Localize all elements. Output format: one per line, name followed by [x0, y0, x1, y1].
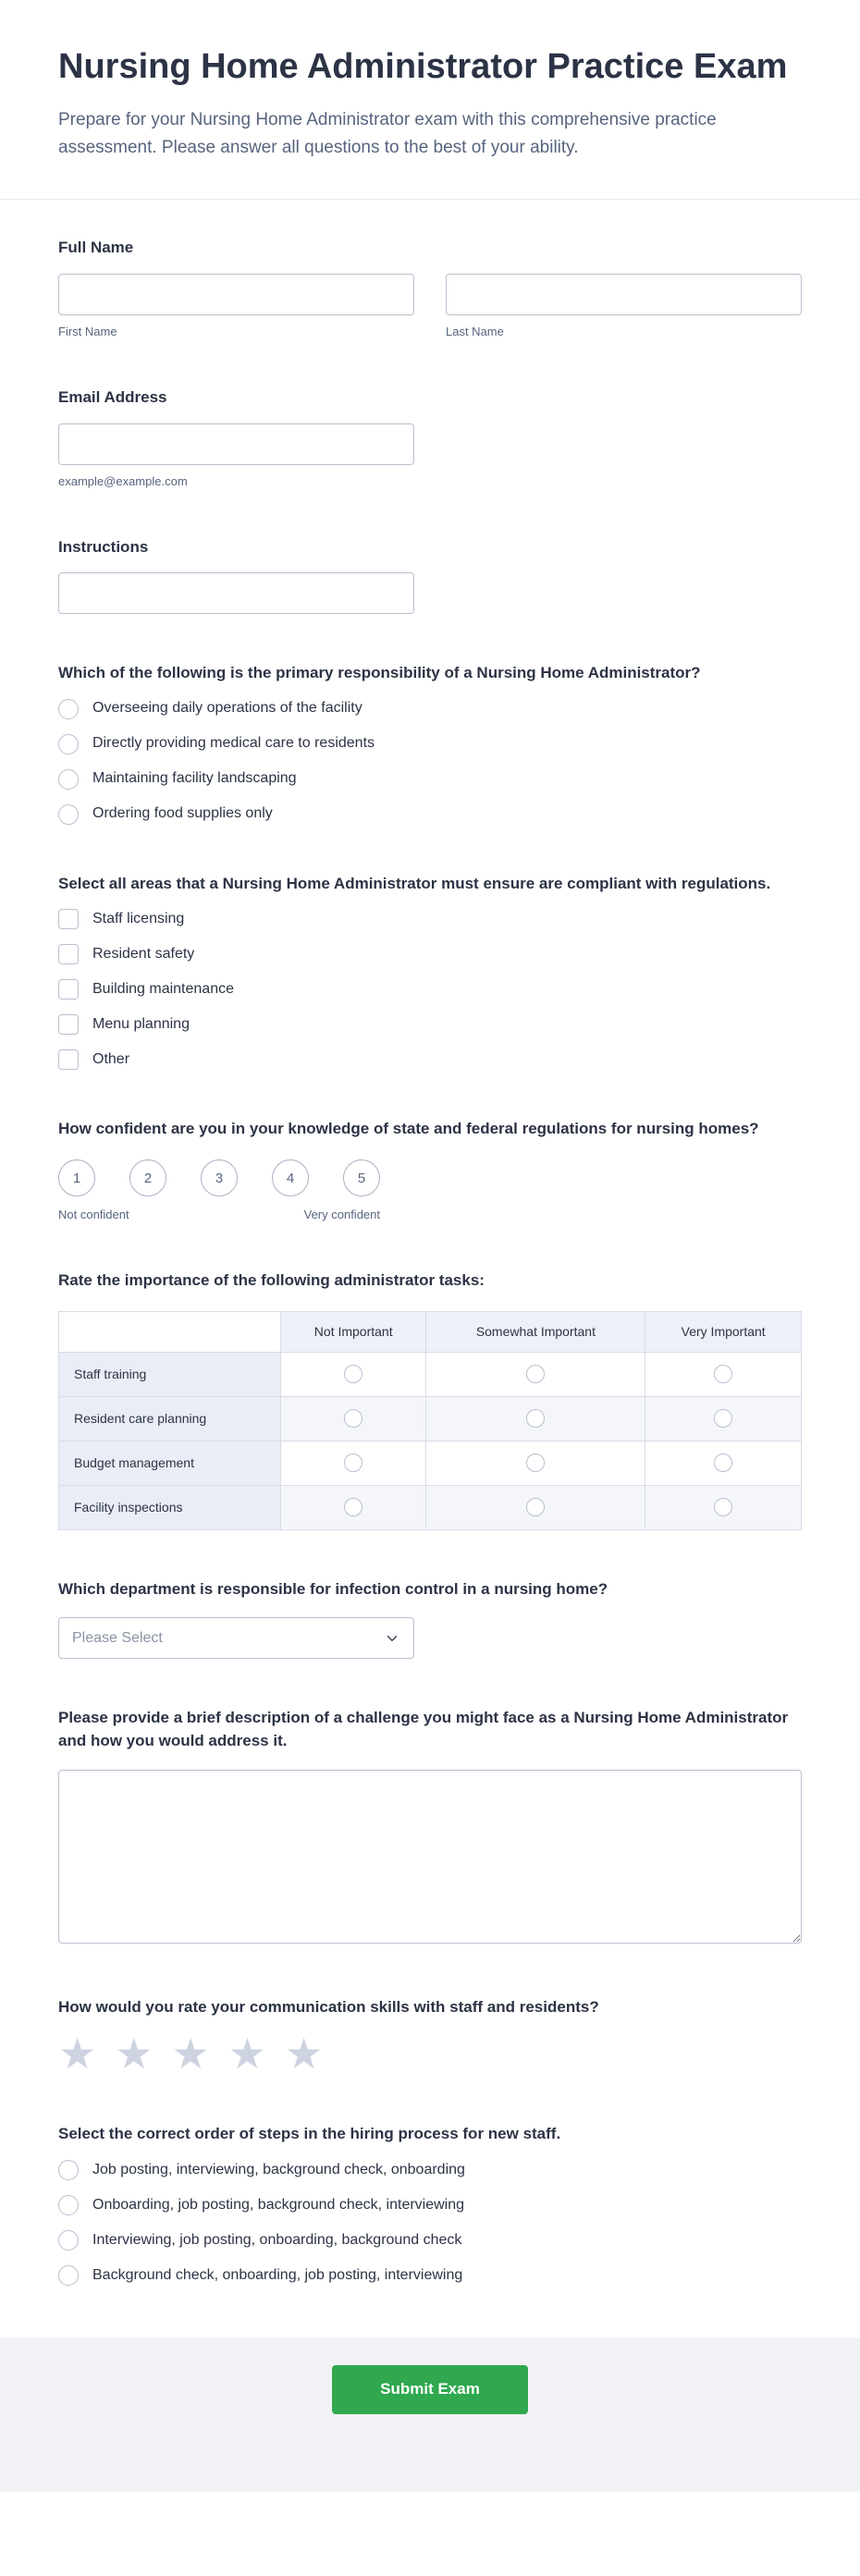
matrix-corner-cell — [59, 1311, 281, 1352]
radio-icon[interactable] — [58, 769, 79, 790]
instructions-input[interactable] — [58, 572, 414, 614]
matrix-radio[interactable] — [714, 1409, 732, 1428]
radio-icon[interactable] — [58, 699, 79, 719]
full-name-label: Full Name — [58, 239, 134, 257]
form-header — [0, 0, 860, 162]
matrix-header-row — [59, 1311, 802, 1352]
scale-option-2[interactable] — [129, 1159, 166, 1196]
matrix-radio[interactable] — [526, 1409, 545, 1428]
compliance-option-1[interactable] — [58, 909, 802, 929]
scale-row — [58, 1159, 802, 1196]
last-name-input[interactable] — [446, 274, 802, 315]
field-challenge-description — [58, 1707, 802, 1947]
matrix-radio[interactable] — [714, 1365, 732, 1383]
scale-number: 2 — [143, 1170, 153, 1186]
checkbox-icon[interactable] — [58, 979, 79, 1000]
responsibility-option-4[interactable] — [58, 804, 802, 825]
option-label: Job posting, interviewing, background check, onboarding — [92, 2161, 465, 2177]
option-label: Ordering food supplies only — [92, 805, 273, 822]
matrix-row-label: Resident care planning — [59, 1396, 281, 1441]
option-label: Staff licensing — [92, 911, 185, 927]
checkbox-icon[interactable] — [58, 1014, 79, 1035]
infection-control-label: Which department is responsible for infection control in a nursing home? — [58, 1579, 608, 1598]
matrix-row-resident-care — [59, 1396, 802, 1441]
form-title: Nursing Home Administrator Practice Exam — [58, 47, 788, 86]
email-label: Email Address — [58, 387, 167, 406]
scale-left-label: Not confident — [58, 1208, 129, 1222]
compliance-option-other[interactable] — [58, 1049, 802, 1070]
compliance-option-4[interactable] — [58, 1014, 802, 1035]
responsibility-option-3[interactable] — [58, 769, 802, 790]
option-label: Onboarding, job posting, background check, interviewing — [92, 2196, 465, 2213]
matrix-row-label: Budget management — [59, 1441, 281, 1485]
star-icon[interactable]: ★ — [115, 2030, 154, 2079]
responsibility-option-1[interactable] — [58, 699, 802, 719]
matrix-row-staff-training — [59, 1352, 802, 1396]
email-sublabel: example@example.com — [58, 473, 188, 488]
checkbox-icon[interactable] — [58, 1049, 79, 1070]
matrix-radio[interactable] — [714, 1498, 732, 1516]
matrix-radio[interactable] — [526, 1365, 545, 1383]
select-placeholder: Please Select — [72, 1629, 163, 1646]
challenge-textarea[interactable] — [58, 1770, 802, 1944]
radio-icon[interactable] — [58, 2160, 79, 2180]
field-task-importance-matrix — [58, 1270, 802, 1530]
challenge-label: Please provide a brief description of a challenge you might face as a Nursing Home Administrator and how you would address it. — [58, 1709, 789, 1749]
scale-option-1[interactable] — [58, 1159, 95, 1196]
matrix-label: Rate the importance of the following administrator tasks: — [58, 1271, 485, 1290]
scale-number: 4 — [286, 1170, 295, 1186]
responsibility-option-2[interactable] — [58, 734, 802, 754]
compliance-option-3[interactable] — [58, 979, 802, 1000]
matrix-col-header-3: Very Important — [645, 1311, 802, 1352]
matrix-col-header-1: Not Important — [281, 1311, 426, 1352]
checkbox-icon[interactable] — [58, 909, 79, 929]
star-icon[interactable]: ★ — [285, 2030, 324, 2079]
option-label: Maintaining facility landscaping — [92, 770, 297, 787]
star-icon[interactable]: ★ — [171, 2030, 210, 2079]
communication-rating-label: How would you rate your communication skills with staff and residents? — [58, 1997, 599, 2016]
hiring-option-4[interactable] — [58, 2265, 802, 2286]
scale-labels — [58, 1208, 380, 1221]
matrix-col-header-2: Somewhat Important — [426, 1311, 645, 1352]
star-icon[interactable]: ★ — [58, 2030, 97, 2079]
option-label: Interviewing, job posting, onboarding, background check — [92, 2231, 462, 2248]
option-label: Resident safety — [92, 946, 195, 963]
star-rating — [58, 2030, 802, 2079]
option-label: Directly providing medical care to residents — [92, 735, 375, 752]
matrix-table — [58, 1311, 802, 1530]
instructions-label: Instructions — [58, 537, 149, 556]
field-infection-control — [58, 1578, 802, 1660]
chevron-down-icon — [384, 1630, 400, 1647]
last-name-col — [446, 274, 802, 338]
department-select[interactable] — [58, 1617, 414, 1659]
matrix-radio[interactable] — [344, 1498, 362, 1516]
field-email — [58, 386, 802, 488]
scale-number: 1 — [72, 1170, 81, 1186]
matrix-row-label: Staff training — [59, 1352, 281, 1396]
scale-right-label: Very confident — [303, 1208, 380, 1222]
field-primary-responsibility — [58, 662, 802, 825]
matrix-radio[interactable] — [526, 1498, 545, 1516]
field-hiring-order — [58, 2123, 802, 2286]
matrix-row-inspections — [59, 1485, 802, 1529]
matrix-radio[interactable] — [344, 1409, 362, 1428]
radio-icon[interactable] — [58, 2265, 79, 2286]
scale-option-3[interactable] — [201, 1159, 238, 1196]
matrix-row-label: Facility inspections — [59, 1485, 281, 1529]
option-label: Other — [92, 1051, 130, 1068]
field-communication-rating — [58, 1996, 802, 2079]
option-label: Background check, onboarding, job posting, interviewing — [92, 2266, 463, 2283]
form-body — [0, 200, 860, 2337]
submit-button[interactable]: Submit Exam — [332, 2365, 528, 2414]
hiring-order-label: Select the correct order of steps in the hiring process for new staff. — [58, 2125, 561, 2143]
radio-icon[interactable] — [58, 734, 79, 754]
matrix-radio[interactable] — [526, 1454, 545, 1472]
matrix-radio[interactable] — [344, 1365, 362, 1383]
field-confidence-scale — [58, 1118, 802, 1221]
radio-icon[interactable] — [58, 2195, 79, 2215]
matrix-radio[interactable] — [344, 1454, 362, 1472]
compliance-areas-label: Select all areas that a Nursing Home Administrator must ensure are compliant with regulations. — [58, 874, 771, 892]
hiring-option-3[interactable] — [58, 2230, 802, 2251]
first-name-input[interactable] — [58, 274, 414, 315]
last-name-sublabel: Last Name — [446, 324, 504, 338]
form-subtitle: Prepare for your Nursing Home Administrator exam with this comprehensive practice assessment. Please answer all questions to the best of your ability. — [58, 110, 717, 158]
option-label: Overseeing daily operations of the facility — [92, 700, 362, 717]
radio-icon[interactable] — [58, 804, 79, 825]
field-compliance-areas — [58, 873, 802, 1071]
first-name-col — [58, 274, 414, 338]
matrix-row-budget — [59, 1441, 802, 1485]
primary-responsibility-label: Which of the following is the primary responsibility of a Nursing Home Administrator? — [58, 664, 701, 682]
radio-icon[interactable] — [58, 2230, 79, 2251]
star-icon[interactable]: ★ — [227, 2030, 266, 2079]
scale-number: 3 — [215, 1170, 224, 1186]
scale-option-5[interactable] — [343, 1159, 380, 1196]
email-input[interactable] — [58, 423, 414, 465]
submit-bar — [0, 2337, 860, 2492]
hiring-option-2[interactable] — [58, 2195, 802, 2215]
hiring-option-1[interactable] — [58, 2160, 802, 2180]
scale-number: 5 — [357, 1170, 366, 1186]
option-label: Building maintenance — [92, 981, 234, 998]
compliance-option-2[interactable] — [58, 944, 802, 964]
field-full-name — [58, 237, 802, 338]
checkbox-icon[interactable] — [58, 944, 79, 964]
option-label: Menu planning — [92, 1016, 190, 1033]
matrix-radio[interactable] — [714, 1454, 732, 1472]
full-name-row — [58, 274, 802, 338]
first-name-sublabel: First Name — [58, 324, 117, 338]
confidence-scale-label: How confident are you in your knowledge of state and federal regulations for nursing homes? — [58, 1120, 759, 1138]
scale-option-4[interactable] — [272, 1159, 309, 1196]
field-instructions — [58, 536, 802, 615]
